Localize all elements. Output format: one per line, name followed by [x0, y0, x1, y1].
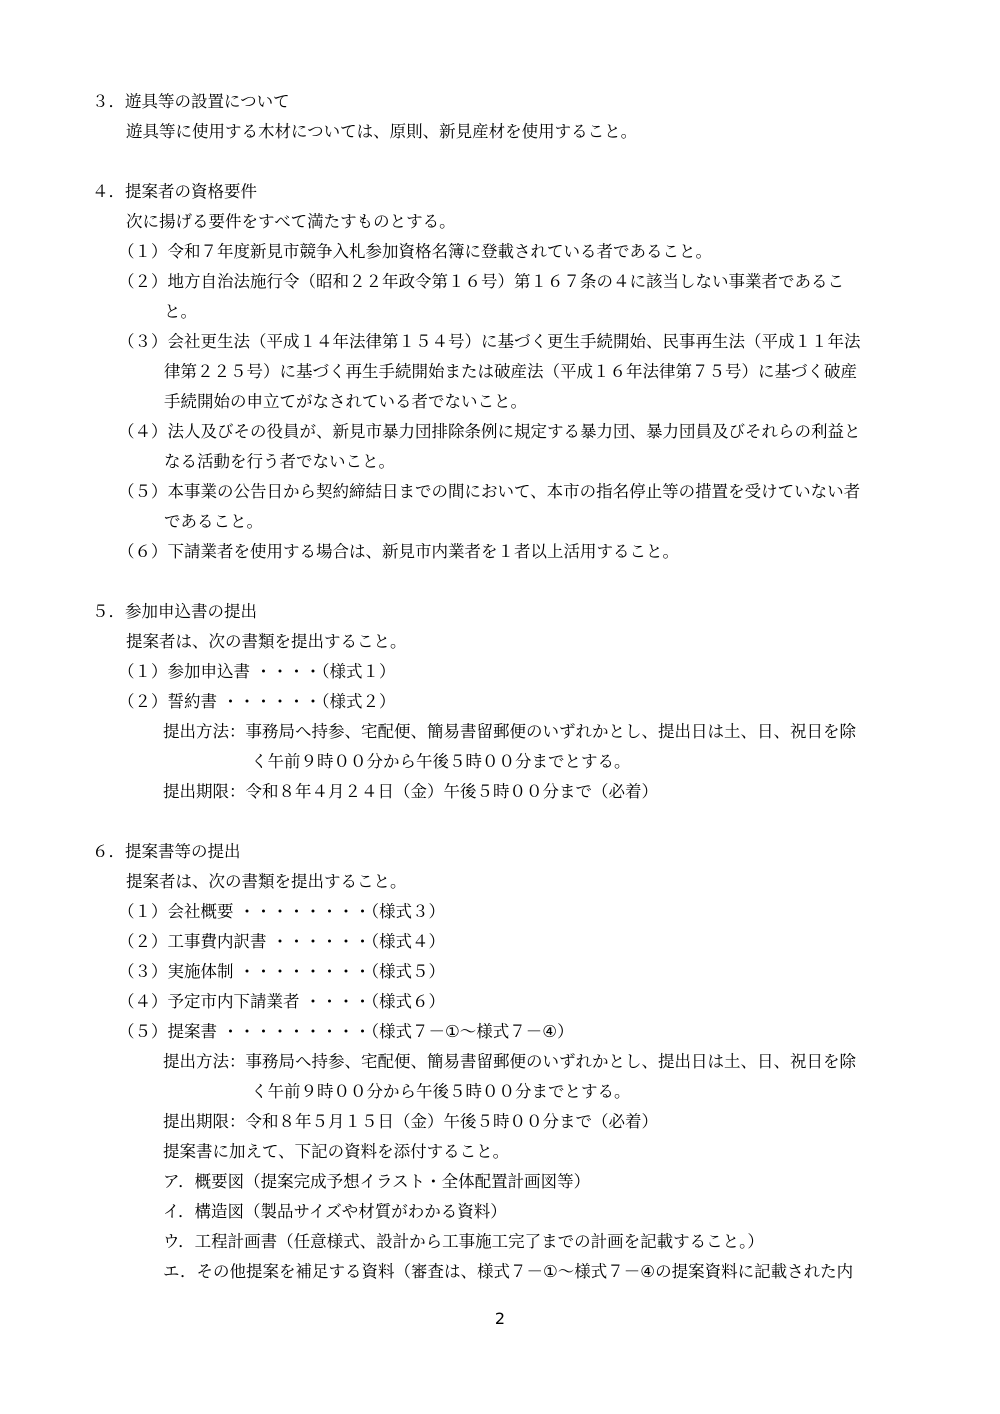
list-item: （４）予定市内下請業者 ・・・・（様式６） — [118, 992, 445, 1011]
section-intro: 次に揚げる要件をすべて満たすものとする。 — [126, 212, 456, 231]
spacer — [0, 567, 1000, 597]
section-heading: ４．提案者の資格要件 — [92, 182, 257, 201]
section-body: 遊具等に使用する木材については、原則、新見産材を使用すること。 — [126, 122, 638, 141]
list-item: （１）令和７年度新見市競争入札参加資格名簿に登載されている者であること。 — [118, 242, 712, 261]
attachment-item: イ．構造図（製品サイズや材質がわかる資料） — [163, 1202, 507, 1221]
list-item-continuation: なる活動を行う者でないこと。 — [164, 452, 395, 471]
section-heading: ５．参加申込書の提出 — [92, 602, 257, 621]
page-number: 2 — [494, 1309, 506, 1328]
list-item: （５）提案書 ・・・・・・・・・（様式７－①～様式７－④） — [118, 1022, 574, 1041]
section-heading: ３．遊具等の設置について — [92, 92, 290, 111]
attachment-item: ア．概要図（提案完成予想イラスト・全体配置計画図等） — [163, 1172, 591, 1191]
spacer — [0, 807, 1000, 837]
list-item: （５）本事業の公告日から契約締結日までの間において、本市の指名停止等の措置を受けていない者 — [118, 482, 861, 501]
section-intro: 提案者は、次の書類を提出すること。 — [126, 872, 407, 891]
list-item: （４）法人及びその役員が、新見市暴力団排除条例に規定する暴力団、暴力団員及びそれらの利益と — [118, 422, 861, 441]
list-item: （２）地方自治法施行令（昭和２２年政令第１６号）第１６７条の４に該当しない事業者であるこ — [118, 272, 844, 291]
document-body — [0, 87, 1000, 1287]
spacer — [0, 147, 1000, 177]
submission-method: 提出方法：事務局へ持参、宅配便、簡易書留郵便のいずれかとし、提出日は土、日、祝日を除 — [163, 722, 856, 741]
submission-deadline: 提出期限：令和８年５月１５日（金）午後５時００分まで（必着） — [163, 1112, 658, 1131]
submission-method-continuation: く午前９時００分から午後５時００分までとする。 — [251, 1082, 631, 1101]
list-item-continuation: 律第２２５号）に基づく再生手続開始または破産法（平成１６年法律第７５号）に基づく破産 — [164, 362, 857, 381]
section-intro: 提案者は、次の書類を提出すること。 — [126, 632, 407, 651]
list-item: （３）実施体制 ・・・・・・・・（様式５） — [118, 962, 445, 981]
list-item: （２）誓約書 ・・・・・・（様式２） — [118, 692, 396, 711]
list-item: （１）参加申込書 ・・・・（様式１） — [118, 662, 396, 681]
list-item-continuation: 手続開始の申立てがなされている者でないこと。 — [164, 392, 527, 411]
list-item: （３）会社更生法（平成１４年法律第１５４号）に基づく更生手続開始、民事再生法（平成１１年法 — [118, 332, 861, 351]
list-item-continuation: と。 — [164, 302, 197, 321]
list-item: （２）工事費内訳書 ・・・・・・（様式４） — [118, 932, 445, 951]
attachment-item: ウ．工程計画書（任意様式、設計から工事施工完了までの計画を記載すること。） — [163, 1232, 764, 1251]
submission-method-continuation: く午前９時００分から午後５時００分までとする。 — [251, 752, 631, 771]
section-heading: ６．提案書等の提出 — [92, 842, 241, 861]
attachment-item: エ．その他提案を補足する資料（審査は、様式７－①～様式７－④の提案資料に記載された内 — [163, 1262, 854, 1281]
list-item: （６）下請業者を使用する場合は、新見市内業者を１者以上活用すること。 — [118, 542, 679, 561]
attachment-intro: 提案書に加えて、下記の資料を添付すること。 — [163, 1142, 510, 1161]
submission-method: 提出方法：事務局へ持参、宅配便、簡易書留郵便のいずれかとし、提出日は土、日、祝日を除 — [163, 1052, 856, 1071]
submission-deadline: 提出期限：令和８年４月２４日（金）午後５時００分まで（必着） — [163, 782, 658, 801]
list-item: （１）会社概要 ・・・・・・・・（様式３） — [118, 902, 445, 921]
list-item-continuation: であること。 — [164, 512, 263, 531]
